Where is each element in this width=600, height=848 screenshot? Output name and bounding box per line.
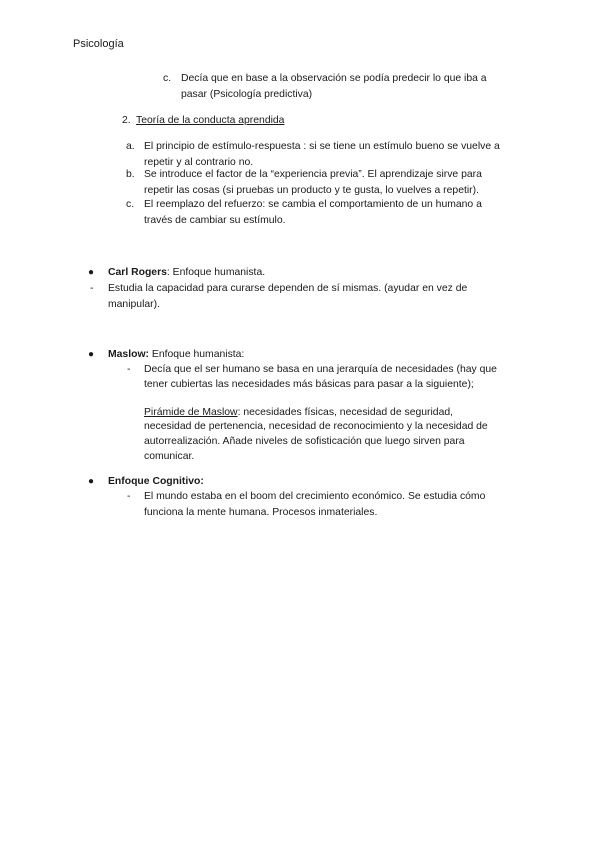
list-marker: a. [126,141,135,152]
dash-marker: - [127,364,131,375]
section-number: 2. [122,115,131,126]
bullet-heading [108,348,244,362]
dash-marker: - [127,491,131,502]
list-item-text: El mundo estaba en el boom del crecimiento económico. Se estudia cómo [144,491,486,502]
bullet-icon: ● [88,349,95,360]
pyramid-paragraph-line [144,406,453,420]
heading-name: Enfoque Cognitivo: [108,476,204,487]
list-item-text: Estudia la capacidad para curarse dependen de sí mismas. (ayudar en vez de [108,283,468,294]
list-item-text: repetir y al contrario no. [144,157,254,168]
list-item-text: repetir las cosas (si pruebas un producto y te gusta, lo vuelves a repetir). [144,185,479,196]
list-item-text: El reemplazo del refuerzo: se cambia el comportamiento de un humano a [144,199,482,210]
heading-rest: : Enfoque humanista. [166,267,266,278]
pyramid-text: : necesidades físicas, necesidad de seguridad, [237,407,454,418]
pyramid-label: Pirámide de Maslow [144,407,238,418]
list-item-text: través de cambiar su estímulo. [144,215,286,226]
pyramid-paragraph-line: comunicar. [144,451,195,462]
list-item-text: funciona la mente humana. Procesos inmateriales. [144,507,378,518]
pyramid-paragraph-line: autorrealización. Añade niveles de sofisticación que luego sirven para [144,436,465,447]
list-item-text: El principio de estímulo-respuesta : si se tiene un estímulo bueno se vuelve a [144,141,500,152]
bullet-icon: ● [88,267,95,278]
section-title: Teoría de la conducta aprendida [136,115,285,126]
list-item-text: tener cubiertas las necesidades más básicas para pasar a la siguiente); [144,379,474,390]
list-item-text: Se introduce el factor de la “experiencia previa”. El aprendizaje sirve para [144,169,482,180]
heading-rest: Enfoque humanista: [149,349,245,360]
list-item-text: manipular). [108,299,160,310]
list-marker: b. [126,169,135,180]
dash-marker: - [90,283,94,294]
pyramid-paragraph-line: necesidad de pertenencia, necesidad de reconocimiento y la necesidad de [144,421,488,432]
heading-name: Maslow: [108,349,149,360]
page-header: Psicología [73,38,124,50]
list-marker: c. [126,199,135,210]
heading-name: Carl Rogers [108,267,167,278]
list-item-text: Decía que el ser humano se basa en una jerarquía de necesidades (hay que [144,364,497,375]
list-item-text: Decía que en base a la observación se podía predecir lo que iba a [181,73,487,84]
list-item-text: pasar (Psicología predictiva) [181,89,313,100]
list-marker: c. [163,73,172,84]
bullet-heading [108,475,204,489]
bullet-icon: ● [88,476,95,487]
bullet-heading [108,266,265,280]
